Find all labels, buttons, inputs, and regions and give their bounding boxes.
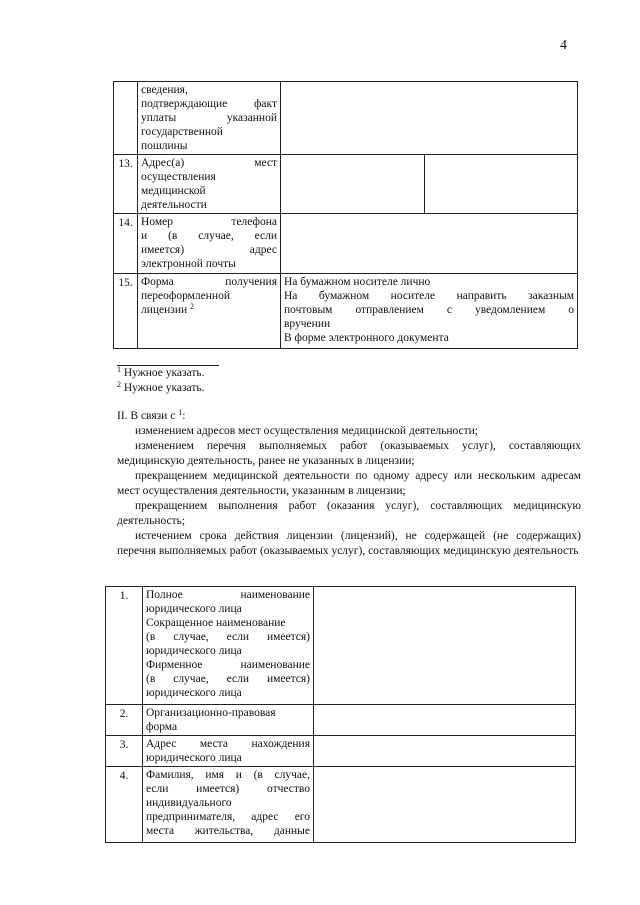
label-line: форма <box>146 721 178 733</box>
reason-item: прекращением медицинской деятельности по одному адресу или нескольким адресам мест осуществления деятельности, указанным в лицензии; <box>117 470 581 497</box>
value-cell[interactable] <box>314 767 576 843</box>
footnote-mark: 1 <box>117 365 121 374</box>
table-row <box>114 155 578 214</box>
table-row <box>114 274 578 349</box>
label-line: деятельности <box>141 199 207 211</box>
row-label <box>138 155 281 214</box>
label-line: юридического лица <box>146 687 242 699</box>
row-number: 3. <box>106 736 143 767</box>
row-number: 14. <box>114 214 138 274</box>
label-line: пошлины <box>141 140 188 152</box>
table-row <box>114 214 578 274</box>
method-option[interactable]: На бумажном носителе направить заказным <box>284 290 574 302</box>
reason-item: изменением адресов мест осуществления медицинской деятельности; <box>135 425 478 437</box>
label-line <box>141 303 277 317</box>
label-line: имеется) адрес <box>141 244 277 256</box>
reason-item: истечением срока действия лицензии (лицензий), не содержащей (не содержащих) перечня выполняемых работ (оказываемых услуг), составляющих медицинскую деятельность <box>117 530 581 557</box>
label-line: индивидуального <box>146 797 232 809</box>
label-line: юридического лица <box>146 752 242 764</box>
label-line: подтверждающие факт <box>141 98 277 110</box>
address-cell-2[interactable] <box>425 155 575 213</box>
row-number: 15. <box>114 274 138 349</box>
value-cell[interactable] <box>314 736 576 767</box>
label-line: Организационно-правовая <box>146 707 276 719</box>
table-row <box>106 587 576 705</box>
footnote <box>117 367 205 380</box>
receipt-methods <box>281 274 578 349</box>
license-table-part2 <box>105 586 576 843</box>
row-number: 13. <box>114 155 138 214</box>
section-title <box>117 410 185 422</box>
section-title-text: II. В связи с <box>117 410 176 422</box>
row-number <box>114 82 138 155</box>
value-cell[interactable] <box>281 214 578 274</box>
row-number: 2. <box>106 705 143 736</box>
footnote-separator <box>117 365 219 366</box>
label-line: осуществления <box>141 171 216 183</box>
row-label <box>143 705 314 736</box>
label-line: электронной почты <box>141 258 236 270</box>
value-cell[interactable] <box>314 705 576 736</box>
value-cell[interactable] <box>314 587 576 705</box>
row-label <box>138 82 281 155</box>
page-number: 4 <box>560 38 567 53</box>
row-label <box>138 274 281 349</box>
row-number: 4. <box>106 767 143 843</box>
section-body <box>117 424 581 559</box>
label-line: Форма получения <box>141 276 277 288</box>
section-title-colon: : <box>182 410 186 422</box>
address-cell-1[interactable] <box>281 155 425 213</box>
footnote <box>117 382 205 395</box>
reason-item: прекращением выполнения работ (оказания услуг), составляющих медицинскую деятельность; <box>117 500 581 527</box>
label-line: переоформленной <box>141 290 230 302</box>
footnote-text: Нужное указать. <box>123 382 205 394</box>
method-option[interactable]: В форме электронного документа <box>284 332 449 344</box>
footnote-mark: 2 <box>117 380 121 389</box>
method-option[interactable]: На бумажном носителе лично <box>284 276 431 288</box>
label-line: Фамилия, имя и (в случае, <box>146 769 310 781</box>
footnote-ref: 2 <box>190 302 195 311</box>
table-row <box>106 767 576 843</box>
label-text: лицензии <box>141 304 188 316</box>
label-line: юридического лица <box>146 603 242 615</box>
row-label <box>143 587 314 705</box>
row-number: 1. <box>106 587 143 705</box>
label-line: государственной <box>141 126 223 138</box>
label-line: юридического лица <box>146 645 242 657</box>
label-line: Адрес(а) мест <box>141 157 277 169</box>
reason-item: изменением перечня выполняемых работ (оказываемых услуг), составляющих медицинскую деятельность, ранее не указанных в лицензии; <box>117 440 581 467</box>
label-line: медицинской <box>141 185 206 197</box>
label-line: уплаты указанной <box>141 112 277 124</box>
table-row <box>106 705 576 736</box>
row-label <box>143 736 314 767</box>
label-line: места жительства, данные <box>146 825 310 837</box>
label-line: предпринимателя, адрес его <box>146 811 310 823</box>
row-label <box>143 767 314 843</box>
method-option-cont: вручении <box>284 318 331 330</box>
label-line: и (в случае, если <box>141 230 277 242</box>
label-line: Адрес места нахождения <box>146 738 310 750</box>
method-option-cont: почтовым отправлением с уведомлением о <box>284 304 574 316</box>
label-line: если имеется) отчество <box>146 783 310 795</box>
license-table-part1 <box>113 81 578 349</box>
footnote-text: Нужное указать. <box>123 367 205 379</box>
table-row <box>106 736 576 767</box>
label-line: Фирменное наименование <box>146 659 310 671</box>
table-row <box>114 82 578 155</box>
label-line: сведения, <box>141 84 188 96</box>
label-line: Полное наименование <box>146 589 310 601</box>
row-label <box>138 214 281 274</box>
label-line: Сокращенное наименование <box>146 617 286 629</box>
label-line: (в случае, если имеется) <box>146 631 310 643</box>
label-line: Номер телефона <box>141 216 277 228</box>
label-line: (в случае, если имеется) <box>146 673 310 685</box>
footnote-ref: 1 <box>178 408 183 417</box>
value-cell[interactable] <box>281 82 578 155</box>
address-cells <box>281 155 578 214</box>
